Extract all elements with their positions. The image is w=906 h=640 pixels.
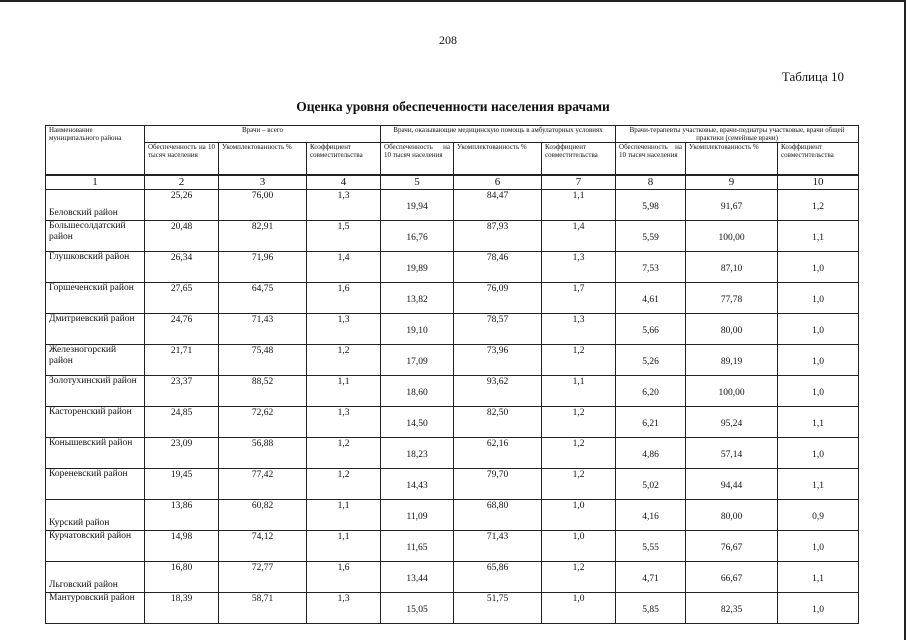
cell-coefficient-all: 1,3 xyxy=(307,313,381,344)
table-row xyxy=(46,189,859,220)
cell-staffing-outpatient: 78,46 xyxy=(454,251,542,282)
cell-staffing-outpatient: 78,57 xyxy=(454,313,542,344)
header-group-district-physicians: Врачи-терапевты участковые, врачи-педиатры участковые, врачи общей практики (семейные врачи) xyxy=(616,126,859,143)
cell-provision-outpatient: 16,76 xyxy=(381,220,454,251)
column-number: 10 xyxy=(778,175,859,190)
cell-provision-outpatient: 14,43 xyxy=(381,468,454,499)
cell-staffing-district: 94,44 xyxy=(686,468,778,499)
cell-coefficient-outpatient: 1,0 xyxy=(542,499,616,530)
document-title: Оценка уровня обеспеченности населения врачами xyxy=(296,99,610,114)
page-edge-top xyxy=(0,0,906,2)
header-provision: Обеспеченность на 10 тысяч населения xyxy=(616,143,686,175)
cell-coefficient-outpatient: 1,2 xyxy=(542,561,616,592)
table-row xyxy=(46,468,859,499)
cell-provision-outpatient: 13,82 xyxy=(381,282,454,313)
cell-coefficient-district: 1,0 xyxy=(778,530,859,561)
cell-staffing-all: 72,62 xyxy=(219,406,307,437)
cell-provision-outpatient: 11,09 xyxy=(381,499,454,530)
cell-staffing-district: 87,10 xyxy=(686,251,778,282)
cell-staffing-outpatient: 65,86 xyxy=(454,561,542,592)
cell-provision-outpatient: 19,89 xyxy=(381,251,454,282)
header-group-outpatient: Врачи, оказывающие медицинскую помощь в амбулаторных условиях xyxy=(381,126,616,143)
cell-staffing-all: 72,77 xyxy=(219,561,307,592)
region-name: Железногорский район xyxy=(46,344,145,375)
cell-staffing-district: 80,00 xyxy=(686,313,778,344)
cell-staffing-outpatient: 68,80 xyxy=(454,499,542,530)
header-region: Наименование муниципального района xyxy=(46,126,145,175)
page-number: 208 xyxy=(439,33,457,47)
cell-coefficient-all: 1,6 xyxy=(307,561,381,592)
cell-staffing-outpatient: 73,96 xyxy=(454,344,542,375)
cell-staffing-all: 58,71 xyxy=(219,592,307,623)
cell-coefficient-all: 1,3 xyxy=(307,406,381,437)
cell-coefficient-all: 1,2 xyxy=(307,344,381,375)
cell-coefficient-all: 1,3 xyxy=(307,189,381,220)
cell-provision-all: 19,45 xyxy=(145,468,219,499)
cell-staffing-district: 95,24 xyxy=(686,406,778,437)
cell-provision-district: 4,71 xyxy=(616,561,686,592)
region-name: Глушковский район xyxy=(46,251,145,282)
table-body xyxy=(46,189,859,623)
cell-staffing-all: 88,52 xyxy=(219,375,307,406)
header-staffing: Укомплектованность % xyxy=(219,143,307,175)
column-number: 6 xyxy=(454,175,542,190)
table-row xyxy=(46,313,859,344)
cell-provision-outpatient: 19,94 xyxy=(381,189,454,220)
cell-coefficient-outpatient: 1,2 xyxy=(542,437,616,468)
column-number: 8 xyxy=(616,175,686,190)
cell-provision-outpatient: 11,65 xyxy=(381,530,454,561)
header-coefficient: Коэффициент совместительства xyxy=(307,143,381,175)
region-name: Кореневский район xyxy=(46,468,145,499)
cell-provision-all: 24,85 xyxy=(145,406,219,437)
region-name: Беловский район xyxy=(46,189,145,220)
region-name: Льговский район xyxy=(46,561,145,592)
cell-provision-district: 4,86 xyxy=(616,437,686,468)
cell-staffing-district: 66,67 xyxy=(686,561,778,592)
cell-coefficient-all: 1,5 xyxy=(307,220,381,251)
region-name: Курчатовский район xyxy=(46,530,145,561)
cell-staffing-outpatient: 76,09 xyxy=(454,282,542,313)
cell-coefficient-district: 1,0 xyxy=(778,251,859,282)
cell-coefficient-district: 1,0 xyxy=(778,437,859,468)
cell-coefficient-outpatient: 1,7 xyxy=(542,282,616,313)
cell-coefficient-outpatient: 1,0 xyxy=(542,592,616,623)
cell-provision-all: 13,86 xyxy=(145,499,219,530)
cell-staffing-district: 100,00 xyxy=(686,220,778,251)
cell-provision-district: 5,59 xyxy=(616,220,686,251)
header-provision: Обеспеченность на 10 тысяч населения xyxy=(381,143,454,175)
cell-coefficient-outpatient: 1,2 xyxy=(542,406,616,437)
cell-staffing-outpatient: 51,75 xyxy=(454,592,542,623)
header-group-all-physicians: Врачи – всего xyxy=(145,126,381,143)
cell-provision-all: 16,80 xyxy=(145,561,219,592)
header-coefficient: Коэффициент совместительства xyxy=(542,143,616,175)
cell-provision-all: 24,76 xyxy=(145,313,219,344)
column-number: 2 xyxy=(145,175,219,190)
cell-staffing-district: 82,35 xyxy=(686,592,778,623)
table-row xyxy=(46,437,859,468)
cell-provision-district: 6,21 xyxy=(616,406,686,437)
cell-staffing-all: 82,91 xyxy=(219,220,307,251)
cell-staffing-all: 74,12 xyxy=(219,530,307,561)
cell-coefficient-all: 1,2 xyxy=(307,468,381,499)
cell-provision-outpatient: 14,50 xyxy=(381,406,454,437)
header-staffing: Укомплектованность % xyxy=(454,143,542,175)
table-row xyxy=(46,282,859,313)
cell-coefficient-all: 1,1 xyxy=(307,499,381,530)
region-name: Горшеченский район xyxy=(46,282,145,313)
table-row xyxy=(46,344,859,375)
cell-provision-all: 21,71 xyxy=(145,344,219,375)
cell-staffing-outpatient: 79,70 xyxy=(454,468,542,499)
column-number: 3 xyxy=(219,175,307,190)
cell-coefficient-outpatient: 1,2 xyxy=(542,468,616,499)
column-number-row xyxy=(46,175,859,190)
cell-provision-outpatient: 17,09 xyxy=(381,344,454,375)
cell-provision-outpatient: 18,60 xyxy=(381,375,454,406)
cell-coefficient-outpatient: 1,1 xyxy=(542,189,616,220)
cell-staffing-all: 60,82 xyxy=(219,499,307,530)
cell-coefficient-all: 1,1 xyxy=(307,375,381,406)
region-name: Курский район xyxy=(46,499,145,530)
column-number: 7 xyxy=(542,175,616,190)
cell-provision-district: 5,26 xyxy=(616,344,686,375)
cell-staffing-all: 75,48 xyxy=(219,344,307,375)
column-number: 4 xyxy=(307,175,381,190)
cell-coefficient-all: 1,1 xyxy=(307,530,381,561)
cell-coefficient-district: 1,0 xyxy=(778,592,859,623)
cell-staffing-district: 80,00 xyxy=(686,499,778,530)
region-name: Касторенский район xyxy=(46,406,145,437)
cell-coefficient-district: 1,1 xyxy=(778,406,859,437)
cell-provision-outpatient: 19,10 xyxy=(381,313,454,344)
cell-provision-district: 5,98 xyxy=(616,189,686,220)
cell-staffing-all: 64,75 xyxy=(219,282,307,313)
cell-staffing-all: 71,96 xyxy=(219,251,307,282)
cell-coefficient-outpatient: 1,1 xyxy=(542,375,616,406)
cell-coefficient-outpatient: 1,0 xyxy=(542,530,616,561)
cell-provision-all: 26,34 xyxy=(145,251,219,282)
cell-provision-district: 5,02 xyxy=(616,468,686,499)
cell-provision-district: 5,55 xyxy=(616,530,686,561)
cell-coefficient-outpatient: 1,2 xyxy=(542,344,616,375)
cell-coefficient-district: 1,0 xyxy=(778,375,859,406)
cell-provision-outpatient: 18,23 xyxy=(381,437,454,468)
cell-provision-all: 20,48 xyxy=(145,220,219,251)
table-label: Таблица 10 xyxy=(781,69,844,84)
cell-staffing-district: 57,14 xyxy=(686,437,778,468)
cell-provision-district: 5,66 xyxy=(616,313,686,344)
cell-staffing-all: 76,00 xyxy=(219,189,307,220)
column-number: 5 xyxy=(381,175,454,190)
column-number: 1 xyxy=(46,175,145,190)
table-row xyxy=(46,592,859,623)
cell-coefficient-outpatient: 1,3 xyxy=(542,313,616,344)
cell-coefficient-outpatient: 1,3 xyxy=(542,251,616,282)
cell-provision-all: 27,65 xyxy=(145,282,219,313)
cell-provision-all: 23,09 xyxy=(145,437,219,468)
column-number: 9 xyxy=(686,175,778,190)
cell-coefficient-district: 1,1 xyxy=(778,561,859,592)
cell-provision-district: 7,53 xyxy=(616,251,686,282)
cell-coefficient-district: 1,2 xyxy=(778,189,859,220)
cell-coefficient-district: 1,1 xyxy=(778,220,859,251)
cell-staffing-all: 77,42 xyxy=(219,468,307,499)
region-name: Золотухинский район xyxy=(46,375,145,406)
region-name: Мантуровский район xyxy=(46,592,145,623)
cell-coefficient-all: 1,3 xyxy=(307,592,381,623)
cell-staffing-district: 100,00 xyxy=(686,375,778,406)
cell-coefficient-district: 1,0 xyxy=(778,313,859,344)
cell-provision-outpatient: 15,05 xyxy=(381,592,454,623)
table-row xyxy=(46,251,859,282)
cell-coefficient-district: 1,1 xyxy=(778,468,859,499)
header-provision: Обеспеченность на 10 тысяч населения xyxy=(145,143,219,175)
cell-coefficient-district: 1,0 xyxy=(778,282,859,313)
cell-provision-outpatient: 13,44 xyxy=(381,561,454,592)
cell-provision-district: 6,20 xyxy=(616,375,686,406)
cell-provision-district: 4,16 xyxy=(616,499,686,530)
region-name: Конышевский район xyxy=(46,437,145,468)
table-row xyxy=(46,561,859,592)
cell-staffing-district: 77,78 xyxy=(686,282,778,313)
cell-provision-all: 14,98 xyxy=(145,530,219,561)
table-row xyxy=(46,406,859,437)
cell-provision-all: 23,37 xyxy=(145,375,219,406)
cell-provision-all: 18,39 xyxy=(145,592,219,623)
table-row xyxy=(46,375,859,406)
cell-provision-district: 4,61 xyxy=(616,282,686,313)
region-name: Большесолдатский район xyxy=(46,220,145,251)
cell-coefficient-outpatient: 1,4 xyxy=(542,220,616,251)
cell-staffing-district: 76,67 xyxy=(686,530,778,561)
cell-coefficient-all: 1,4 xyxy=(307,251,381,282)
cell-staffing-outpatient: 82,50 xyxy=(454,406,542,437)
cell-provision-district: 5,85 xyxy=(616,592,686,623)
cell-staffing-district: 91,67 xyxy=(686,189,778,220)
cell-staffing-outpatient: 93,62 xyxy=(454,375,542,406)
cell-staffing-outpatient: 71,43 xyxy=(454,530,542,561)
cell-staffing-outpatient: 84,47 xyxy=(454,189,542,220)
cell-coefficient-all: 1,2 xyxy=(307,437,381,468)
cell-staffing-district: 89,19 xyxy=(686,344,778,375)
table-row xyxy=(46,220,859,251)
header-coefficient: Коэффициент совместительства xyxy=(778,143,859,175)
cell-coefficient-district: 1,0 xyxy=(778,344,859,375)
cell-coefficient-all: 1,6 xyxy=(307,282,381,313)
table-row xyxy=(46,499,859,530)
cell-staffing-outpatient: 62,16 xyxy=(454,437,542,468)
cell-provision-all: 25,26 xyxy=(145,189,219,220)
region-name: Дмитриевский район xyxy=(46,313,145,344)
table-row xyxy=(46,530,859,561)
cell-coefficient-district: 0,9 xyxy=(778,499,859,530)
cell-staffing-all: 71,43 xyxy=(219,313,307,344)
physicians-provision-table xyxy=(45,125,859,624)
cell-staffing-outpatient: 87,93 xyxy=(454,220,542,251)
cell-staffing-all: 56,88 xyxy=(219,437,307,468)
header-staffing: Укомплектованность % xyxy=(686,143,778,175)
